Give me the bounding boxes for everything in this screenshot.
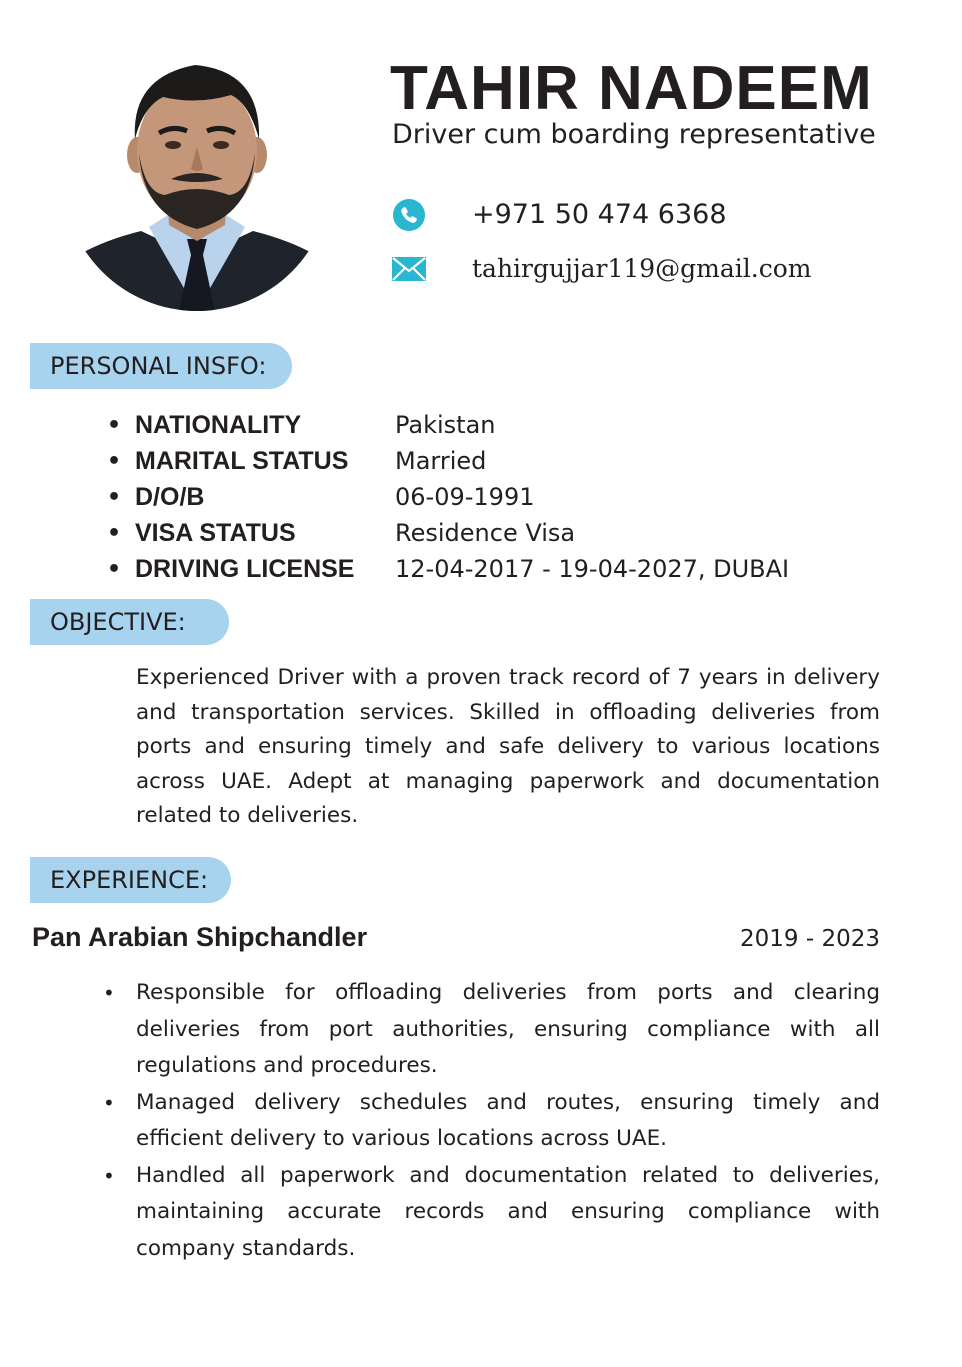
bullet-icon: • (103, 981, 115, 1005)
duty-item (103, 1085, 880, 1158)
email-address[interactable]: tahirgujjar119@gmail.com (472, 254, 812, 283)
duty-text: Managed delivery schedules and routes, ensuring timely and efficient delivery to various locations across UAE. (136, 1089, 880, 1151)
employment-dates: 2019 - 2023 (740, 926, 880, 952)
email-contact (392, 251, 812, 287)
company-name: Pan Arabian Shipchandler (32, 922, 368, 952)
person-illustration (63, 43, 331, 311)
info-value: Pakistan (395, 411, 496, 439)
phone-number[interactable]: +971 50 474 6368 (472, 199, 727, 230)
info-row-marital-status (107, 443, 789, 479)
info-value: Residence Visa (395, 519, 576, 547)
duty-text: Handled all paperwork and documentation related to deliveries, maintaining accurate records and ensuring compliance with company standards. (136, 1162, 880, 1261)
info-value: 12-04-2017 - 19-04-2027, DUBAI (395, 555, 790, 583)
info-row-driving-license (107, 551, 789, 587)
info-label: DRIVING LICENSE (135, 554, 355, 583)
bullet-icon: • (107, 520, 122, 546)
info-value: Married (395, 447, 487, 475)
candidate-name: TAHIR NADEEM (390, 54, 873, 123)
bullet-icon: • (107, 484, 122, 510)
duty-text: Responsible for offloading deliveries from ports and clearing deliveries from port authorities, ensuring compliance with all regulations and procedures. (136, 980, 880, 1078)
bullet-icon: • (103, 1090, 115, 1115)
profile-photo (63, 43, 331, 311)
section-heading-experience: EXPERIENCE: (30, 857, 231, 903)
objective-text: Experienced Driver with a proven track record of 7 years in delivery and transportation services. Skilled in offloading deliveries from ports and ensuring timely and safe delivery to various locations across UAE. Adept at managing paperwork and documentation related to deliveries. (136, 665, 880, 828)
duties-list (0, 975, 962, 1267)
personal-info-list (107, 407, 789, 587)
info-row-date-of-birth (107, 479, 789, 515)
bullet-icon: • (103, 1163, 115, 1188)
section-heading-objective: OBJECTIVE: (30, 599, 229, 645)
bullet-icon: • (107, 448, 122, 474)
info-label: VISA STATUS (135, 518, 296, 547)
phone-contact (392, 197, 727, 233)
info-label: MARITAL STATUS (135, 446, 349, 475)
envelope-icon (392, 252, 426, 286)
duty-item (103, 975, 880, 1085)
info-value: 06-09-1991 (395, 483, 535, 511)
duty-item (103, 1158, 880, 1268)
phone-icon (392, 198, 426, 232)
bullet-icon: • (107, 412, 122, 438)
info-row-nationality (107, 407, 789, 443)
info-row-visa-status (107, 515, 789, 551)
section-heading-personal-info: PERSONAL INSFO: (30, 343, 292, 389)
info-label: NATIONALITY (135, 410, 302, 439)
job-role: Driver cum boarding representative (392, 119, 876, 150)
bullet-icon: • (107, 556, 122, 582)
info-label: D/O/B (135, 482, 205, 511)
